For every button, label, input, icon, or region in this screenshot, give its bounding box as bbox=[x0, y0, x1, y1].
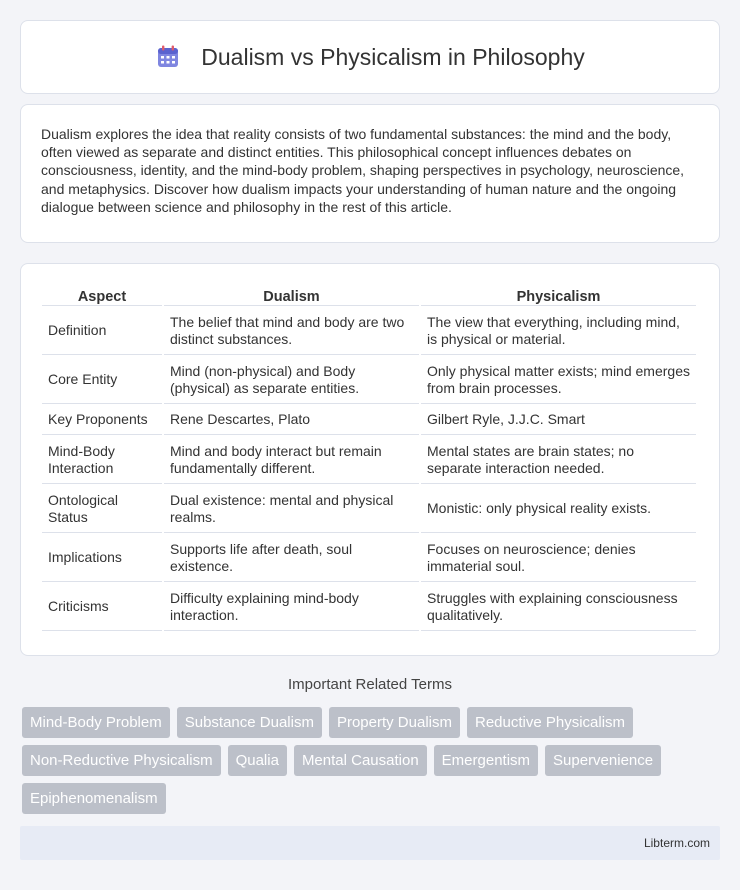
table-row bbox=[42, 584, 696, 631]
calendar-icon bbox=[155, 44, 181, 70]
dualism-cell: Supports life after death, soul existence. bbox=[164, 535, 419, 582]
tag-epiphenomenalism[interactable]: Epiphenomenalism bbox=[22, 783, 166, 814]
intro-text: Dualism explores the idea that reality consists of two fundamental substances: the mind and the body, often viewed as separate and distinct entities. This philosophical concept influences debates on consciousness, identity, and the mind-body problem, shaping perspectives in psychology, neuroscience, and metaphysics. Discover how dualism impacts your understanding of human nature and the ongoing dialogue between science and philosophy in the rest of this article. bbox=[41, 126, 685, 215]
tag-mental-causation[interactable]: Mental Causation bbox=[294, 745, 427, 776]
aspect-cell: Mind-Body Interaction bbox=[42, 437, 162, 484]
dualism-cell: Difficulty explaining mind-body interaction. bbox=[164, 584, 419, 631]
dualism-cell: Rene Descartes, Plato bbox=[164, 406, 419, 435]
physicalism-cell: Monistic: only physical reality exists. bbox=[421, 486, 696, 533]
comparison-table-card bbox=[20, 263, 720, 656]
table-row bbox=[42, 437, 696, 484]
tag-supervenience[interactable]: Supervenience bbox=[545, 745, 661, 776]
table-row bbox=[42, 357, 696, 404]
related-terms-title: Important Related Terms bbox=[288, 676, 452, 693]
header-aspect: Aspect bbox=[42, 288, 162, 306]
physicalism-cell: Only physical matter exists; mind emerges from brain processes. bbox=[421, 357, 696, 404]
physicalism-cell: The view that everything, including mind, is physical or material. bbox=[421, 308, 696, 355]
table-row bbox=[42, 406, 696, 435]
header-physicalism: Physicalism bbox=[421, 288, 696, 306]
dualism-cell: Dual existence: mental and physical realms. bbox=[164, 486, 419, 533]
tag-non-reductive-physicalism[interactable]: Non-Reductive Physicalism bbox=[22, 745, 221, 776]
aspect-cell: Definition bbox=[42, 308, 162, 355]
aspect-cell: Ontological Status bbox=[42, 486, 162, 533]
dualism-cell: Mind (non-physical) and Body (physical) as separate entities. bbox=[164, 357, 419, 404]
aspect-cell: Key Proponents bbox=[42, 406, 162, 435]
tag-reductive-physicalism[interactable]: Reductive Physicalism bbox=[467, 707, 633, 738]
physicalism-cell: Focuses on neuroscience; denies immaterial soul. bbox=[421, 535, 696, 582]
dualism-cell: The belief that mind and body are two distinct substances. bbox=[164, 308, 419, 355]
table-row bbox=[42, 308, 696, 355]
tag-mind-body-problem[interactable]: Mind-Body Problem bbox=[22, 707, 170, 738]
tag-property-dualism[interactable]: Property Dualism bbox=[329, 707, 460, 738]
tag-qualia[interactable]: Qualia bbox=[228, 745, 287, 776]
tag-emergentism[interactable]: Emergentism bbox=[434, 745, 538, 776]
related-terms-list bbox=[22, 707, 722, 821]
aspect-cell: Criticisms bbox=[42, 584, 162, 631]
physicalism-cell: Mental states are brain states; no separate interaction needed. bbox=[421, 437, 696, 484]
footer bbox=[20, 826, 720, 860]
footer-site-link[interactable]: Libterm.com bbox=[643, 836, 710, 850]
table-row bbox=[42, 486, 696, 533]
intro-card bbox=[20, 104, 720, 243]
tag-substance-dualism[interactable]: Substance Dualism bbox=[177, 707, 322, 738]
aspect-cell: Implications bbox=[42, 535, 162, 582]
header-dualism: Dualism bbox=[164, 288, 419, 306]
table-row bbox=[42, 535, 696, 582]
title-card bbox=[20, 20, 720, 94]
comparison-table bbox=[40, 286, 698, 633]
physicalism-cell: Struggles with explaining consciousness qualitatively. bbox=[421, 584, 696, 631]
physicalism-cell: Gilbert Ryle, J.J.C. Smart bbox=[421, 406, 696, 435]
aspect-cell: Core Entity bbox=[42, 357, 162, 404]
dualism-cell: Mind and body interact but remain fundamentally different. bbox=[164, 437, 419, 484]
page-title: Dualism vs Physicalism in Philosophy bbox=[201, 43, 585, 70]
